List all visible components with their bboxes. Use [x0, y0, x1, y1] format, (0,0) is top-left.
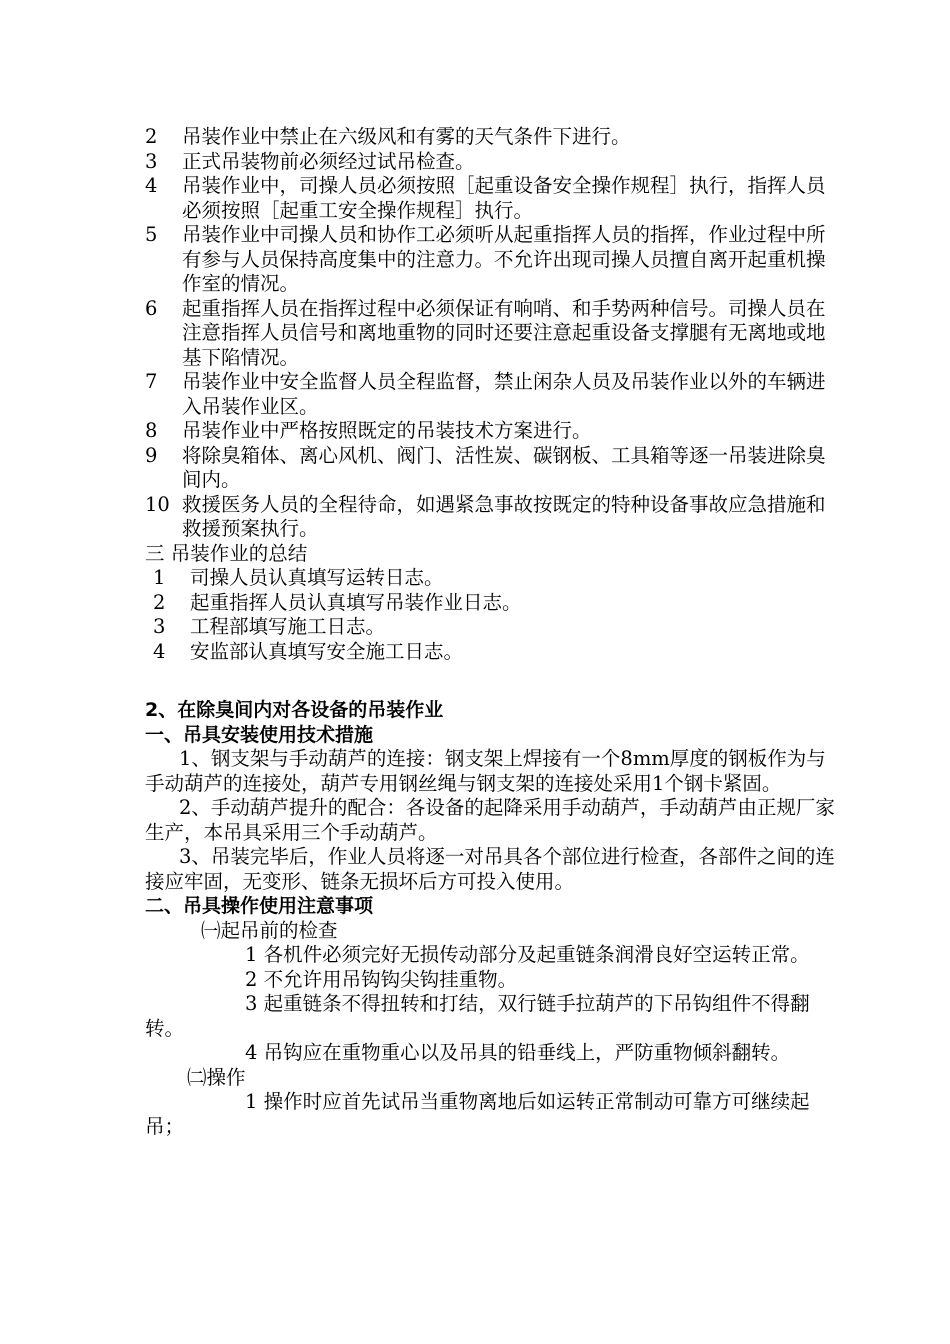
item-number: 6: [145, 296, 158, 320]
list-item: [145, 591, 835, 616]
list-item: [145, 615, 835, 640]
item-number: 2: [153, 590, 166, 614]
item-number: 10: [145, 492, 170, 516]
list-item: [145, 419, 835, 444]
item-number: 3: [145, 149, 158, 173]
item-text: 安监部认真填写安全施工日志。: [190, 639, 464, 663]
list-item: [145, 493, 835, 542]
item-number: 4: [145, 174, 158, 197]
list-item: [145, 640, 835, 665]
paragraph: 1 操作时应首先试吊当重物离地后如运转正常制动可靠方可继续起吊；: [145, 1090, 810, 1138]
part2-section: [145, 698, 835, 1139]
section-heading: 三 吊装作业的总结: [145, 541, 308, 565]
item-text: 工程部填写施工日志。: [190, 615, 386, 638]
item-number: 9: [145, 443, 158, 467]
paragraph: 3 起重链条不得扭转和打结，双行链手拉葫芦的下吊钩组件不得翻转。: [145, 992, 810, 1040]
paragraph: 1、钢支架与手动葫芦的连接：钢支架上焊接有一个8mm厚度的钢板作为与手动葫芦的连接处，葫芦专用钢丝绳与钢支架的连接处采用1个钢卡紧固。: [145, 747, 826, 795]
list-item: [145, 174, 835, 223]
item-text: 吊装作业中司操人员和协作工必须听从起重指挥人员的指挥，作业过程中所有参与人员保持高度集中的注意力。不允许出现司操人员擅自离开起重机操作室的情况。: [182, 223, 826, 295]
subsection-heading: ㈠起吊前的检查: [201, 918, 338, 942]
item-number: 1: [153, 566, 166, 589]
paragraph: 3、吊装完毕后，作业人员将逐一对吊具各个部位进行检查，各部件之间的连接应牢固，无变形、链条无损坏后方可投入使用。: [145, 845, 835, 893]
item-number: 4: [153, 639, 166, 663]
item-number: 7: [145, 370, 158, 393]
item-text: 正式吊装物前必须经过试吊检查。: [182, 149, 475, 173]
section-heading: 二、吊具操作使用注意事项: [145, 895, 374, 917]
part-title: 2、在除臭间内对各设备的吊装作业: [145, 699, 444, 721]
item-number: 5: [145, 223, 158, 246]
list-item: [145, 370, 835, 419]
paragraph: 2 不允许用吊钩钩尖钩挂重物。: [245, 967, 518, 991]
safety-rules-list: [145, 125, 835, 664]
list-item: [145, 444, 835, 493]
paragraph: 2、手动葫芦提升的配合：各设备的起降采用手动葫芦，手动葫芦由正规厂家生产，本吊具采用三个手动葫芦。: [145, 796, 835, 844]
item-text: 吊装作业中严格按照既定的吊装技术方案进行。: [182, 419, 592, 442]
item-text: 救援医务人员的全程待命，如遇紧急事故按既定的特种设备事故应急措施和救援预案执行。: [182, 492, 826, 540]
list-item: [145, 150, 835, 175]
item-text: 起重指挥人员认真填写吊装作业日志。: [190, 590, 522, 614]
item-number: 3: [153, 615, 166, 638]
item-text: 起重指挥人员在指挥过程中必须保证有响哨、和手势两种信号。司操人员在注意指挥人员信号和离地重物的同时还要注意起重设备支撑腿有无离地或地基下陷情况。: [182, 296, 826, 369]
item-text: 吊装作业中禁止在六级风和有雾的天气条件下进行。: [182, 125, 631, 148]
item-text: 将除臭箱体、离心风机、阀门、活性炭、碳钢板、工具箱等逐一吊装进除臭间内。: [182, 443, 826, 491]
subsection-heading: ㈡操作: [187, 1065, 246, 1089]
list-item: [145, 297, 835, 371]
item-number: 2: [145, 125, 158, 148]
list-item: [145, 125, 835, 150]
section-heading: 一、吊具安装使用技术措施: [145, 723, 374, 746]
paragraph: 4 吊钩应在重物重心以及吊具的铅垂线上，严防重物倾斜翻转。: [245, 1041, 791, 1064]
item-text: 吊装作业中安全监督人员全程监督，禁止闲杂人员及吊装作业以外的车辆进入吊装作业区。: [182, 370, 826, 418]
paragraph: 1 各机件必须完好无损传动部分及起重链条润滑良好空运转正常。: [245, 943, 810, 966]
item-text: 吊装作业中，司操人员必须按照［起重设备安全操作规程］执行，指挥人员必须按照［起重工安全操作规程］执行。: [182, 174, 826, 222]
item-text: 司操人员认真填写运转日志。: [190, 566, 444, 589]
list-item: [145, 223, 835, 297]
item-number: 8: [145, 419, 158, 442]
list-item: [145, 566, 835, 591]
